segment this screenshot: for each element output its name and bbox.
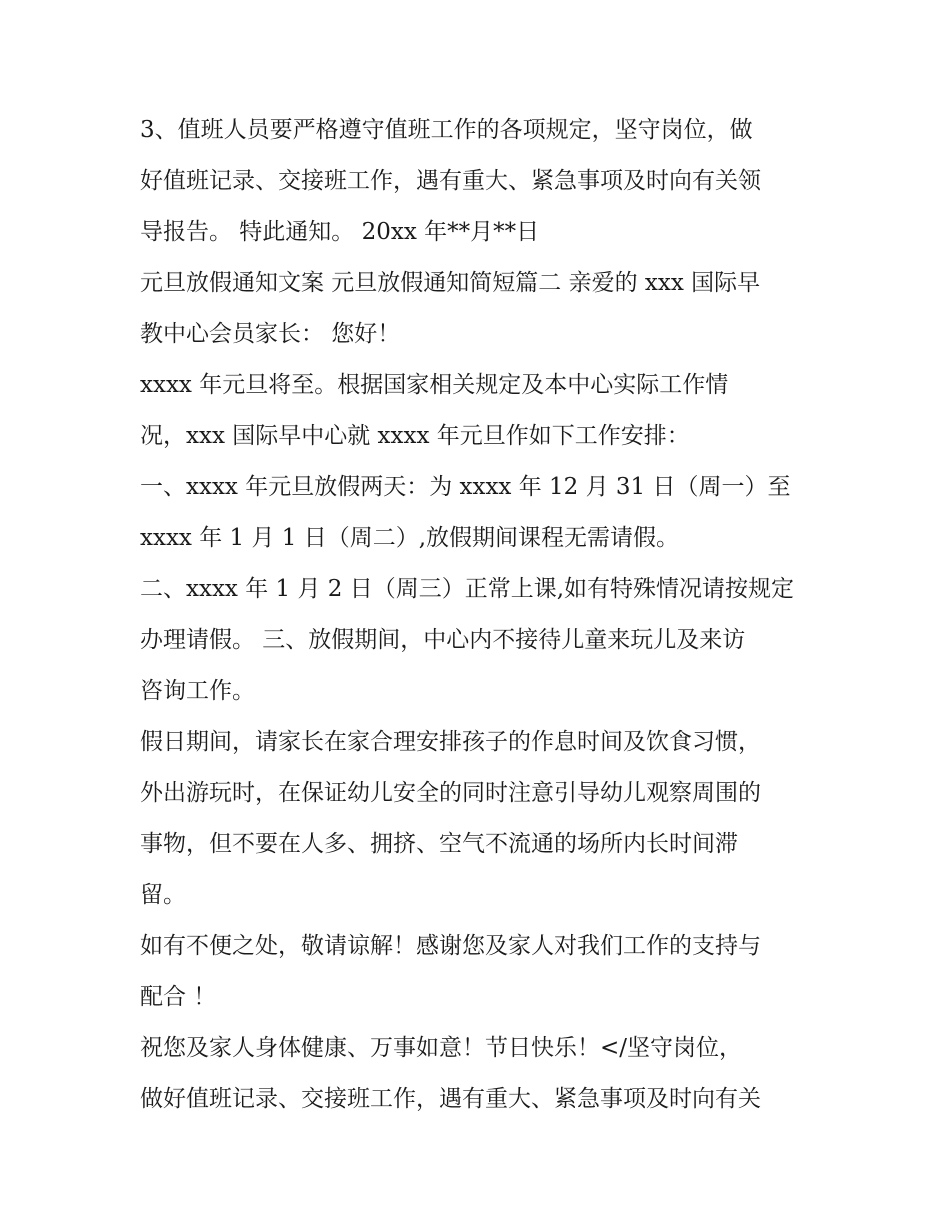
text-line: 咨询工作。 — [140, 678, 255, 704]
text-line: 3、值班人员要严格遵守值班工作的各项规定，坚守岗位，做 — [140, 117, 753, 143]
text-line: 外出游玩时，在保证幼儿安全的同时注意引导幼儿观察周围的 — [140, 780, 761, 806]
text-line: xxxx 年元旦将至。根据国家相关规定及本中心实际工作情 — [140, 372, 729, 398]
text-line: 做好值班记录、交接班工作，遇有重大、紧急事项及时向有关 — [140, 1086, 761, 1112]
text-line: 祝您及家人身体健康、万事如意！节日快乐！</坚守岗位， — [140, 1035, 743, 1061]
document-body — [140, 105, 830, 1125]
text-line: 一、xxxx 年元旦放假两天：为 xxxx 年 12 月 31 日（周一）至 — [140, 474, 791, 500]
text-line: 好值班记录、交接班工作，遇有重大、紧急事项及时向有关领 — [140, 168, 761, 194]
text-line: 二、xxxx 年 1 月 2 日（周三）正常上课,如有特殊情况请按规定 — [140, 576, 795, 602]
text-line: 如有不便之处，敬请谅解！感谢您及家人对我们工作的支持与 — [140, 933, 761, 959]
text-line: 事物，但不要在人多、拥挤、空气不流通的场所内长时间滞 — [140, 831, 738, 857]
text-line: 配合 ！ — [140, 984, 217, 1010]
text-line: 教中心会员家长： 您好！ — [140, 321, 401, 347]
text-line: 元旦放假通知文案 元旦放假通知简短篇二 亲爱的 xxx 国际早 — [140, 270, 761, 296]
text-line: 假日期间，请家长在家合理安排孩子的作息时间及饮食习惯， — [140, 729, 761, 755]
text-line: 办理请假。 三、放假期间，中心内不接待儿童来玩儿及来访 — [140, 627, 746, 653]
text-line: xxxx 年 1 月 1 日（周二）,放假期间课程无需请假。 — [140, 525, 680, 551]
text-line: 况，xxx 国际早中心就 xxxx 年元旦作如下工作安排： — [140, 423, 690, 449]
text-line: 留。 — [140, 882, 186, 908]
text-line: 导报告。 特此通知。 20xx 年**月**日 — [140, 219, 540, 245]
